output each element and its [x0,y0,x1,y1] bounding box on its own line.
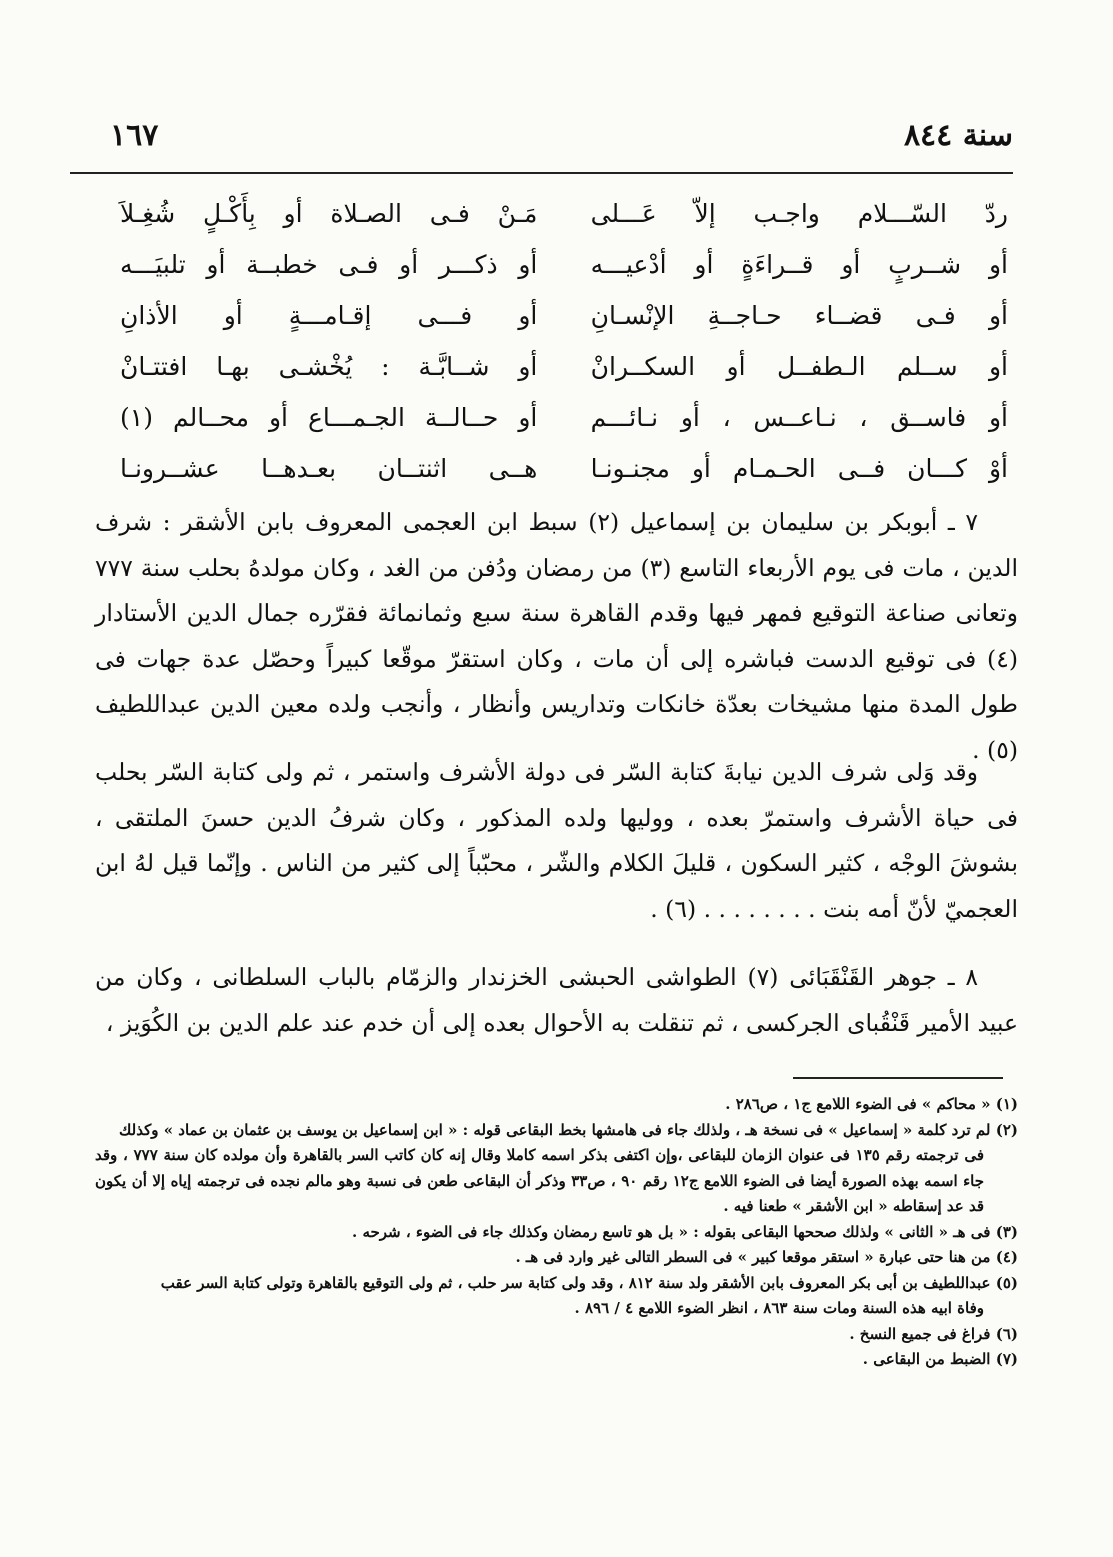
page-header [70,118,1013,168]
poem [120,188,1008,494]
entry-paragraph: ٨ ـ جوهر القَنْقَبَائى (٧) الطواشى الحبشى الخزندار والزمّام بالباب السلطانى ، وكان من عبيد الأمير قَنْقُباى الجركسى ، ثم تنقلت به الأحوال بعده إلى أن خدم عند علم الدين بن الكُوَيز ، [95,963,1018,1037]
verse [120,392,1008,443]
footnote-text: فراغ فى جميع النسخ . [849,1324,991,1343]
footnote-rule [793,1077,1003,1079]
verse-first-hemistich: أوْ كـــان فــى الحـمـام أو مجنـونـا [590,454,1008,483]
entry-7 [95,500,1018,773]
footnote-text: الضبط من البقاعى . [862,1350,991,1368]
entry-7-continued [95,750,1018,932]
verse-second-hemistich: مَـنْ فـى الصـلاة أو بِأَكْـلٍ شُغِـلاَ [120,199,538,228]
footnote-continuation: وفاة ابيه هذه السنة ومات سنة ٨٦٣ ، انظر الضوء اللامع ٤ / ٨٩٦ . [574,1299,984,1317]
footnote-label: (٦) [995,1324,1018,1343]
verse-first-hemistich: ردّ السّـــلام واجـب إلاّ عَـــلى [590,199,1008,228]
footnote-text: فى هـ « الثانى » ولذلك صححها البقاعى بقوله : « بل هو تاسع رمضان وكذلك جاء فى الضوء ، شرحه . [352,1222,991,1241]
footnote-text: عبداللطيف بن أبى بكر المعروف بابن الأشقر ولد سنة ٨١٢ ، وقد ولى كتابة سر حلب ، ثم ولى التوقيع بالقاهرة وتولى كتابة السر عقب [160,1273,991,1292]
footnote-label: (٤) [995,1248,1018,1266]
footnote-label: (٢) [995,1120,1018,1139]
footnote [95,1220,1018,1246]
verse-second-hemistich: هــى اثنتــان بعـدهــا عشــرونـا [120,454,538,483]
verse [120,443,1008,494]
verse-first-hemistich: أو فـى قضــاء حـاجــةِ الإنْسـانِ [590,301,1008,330]
footnote-text: « محاكم » فى الضوء اللامع ج١ ، ص٢٨٦ . [725,1095,991,1113]
footnote-label: (٣) [995,1222,1018,1241]
footnote-text: من هنا حتى عبارة « استقر موقعا كبير » فى السطر التالى غير وارد فى هـ . [515,1248,991,1266]
footnote-label: (٧) [995,1350,1018,1368]
verse-second-hemistich: أو حــالــة الجـمـــاع أو محــالم (١) [120,403,538,432]
verse-second-hemistich: أو فـــى إقـامـــةٍ أو الأذانِ [120,301,538,330]
verse-first-hemistich: أو فاســق ، نـاعــس ، أو نـائـــم [590,403,1008,432]
page-number: ١٦٧ [110,118,159,153]
header-rule [70,172,1013,174]
verse [120,341,1008,392]
footnote [95,1092,1018,1118]
verse-first-hemistich: أو ســلم الـطفــل أو السكــرانْ [590,352,1008,381]
footnote-label: (١) [995,1095,1018,1113]
entry-paragraph: وقد وَلى شرف الدين نيابةَ كتابة السّر فى دولة الأشرف واستمر ، ثم ولى كتابة السّر بحلب فى حياة الأشرف واستمرّ بعده ، ووليها ولده المذكور ، وكان شرفُ الدين حسنَ الملتقى ، بشوشَ الوجْه ، كثير السكون ، قليلَ الكلام والشّر ، محبّباً إلى كثير من الناس . وإنّما قيل لهُ ابن العجميّ لأنّ أمه بنت . . . . . . . . (٦) . [95,758,1018,923]
footnote [95,1271,1018,1322]
footnote [95,1347,1018,1373]
verse-second-hemistich: أو ذكـــر أو فـى خطبــة أو تلبيَـــه [120,250,538,279]
footnote [95,1118,1018,1220]
entry-paragraph: ٧ ـ أبوبكر بن سليمان بن إسماعيل (٢) سبط ابن العجمى المعروف بابن الأشقر : شرف الدين ، مات فى يوم الأربعاء التاسع (٣) من رمضان ودُفن من الغد ، وكان مولدهُ بحلب سنة ٧٧٧ وتعانى صناعة التوقيع فمهر فيها وقدم القاهرة سنة سبع وثمانمائة فقرّره جمال الدين الأستادار (٤) فى توقيع الدست فباشره إلى أن مات ، وكان استقرّ موقّعا كبيراً وحصّل عدة جهات فى طول المدة منها مشيخات بعدّة خانكات وتداريس وأنظار ، وأنجب ولده معين الدين عبداللطيف (٥) . [95,508,1018,764]
verse [120,290,1008,341]
footnote-text: لم ترد كلمة « إسماعيل » فى نسخة هـ ، ولذلك جاء فى هامشها بخط البقاعى قوله : « ابن إسماعيل بن يوسف بن عثمان بن عماد » وكذلك [119,1120,991,1139]
running-title: سنة ٨٤٤ [903,118,1013,153]
footnote-label: (٥) [995,1273,1018,1292]
footnote-continuation: فى ترجمته رقم ١٣٥ فى عنوان الزمان للبقاعى ،وإن اكتفى بذكر اسمه كاملا وقال إنه كان كاتب السر بالقاهرة وأن مولده كان سنة ٧٧٧ ، وقد جاء اسمه بهذه الصورة أيضا فى الضوء اللامع ج١٢ رقم ٩٠ ، ص٣٣ وذكر أن البقاعى طعن فى نسبة وهو مالم نجده فى ترجمته إياه إلا أن يكون قد عد إسقاطه « ابن الأشقر » طعنا فيه . [95,1146,985,1215]
entry-8 [95,955,1018,1046]
verse [120,239,1008,290]
footnote [95,1245,1018,1271]
verse-second-hemistich: أو شــابَّـة : يُخْشـى بهـا افتتـانْ [120,352,538,381]
verse-first-hemistich: أو شــربٍ أو قــراءَةٍ أو أدْعيـــه [590,250,1008,279]
footnote [95,1322,1018,1348]
verse [120,188,1008,239]
footnotes [95,1092,1018,1373]
